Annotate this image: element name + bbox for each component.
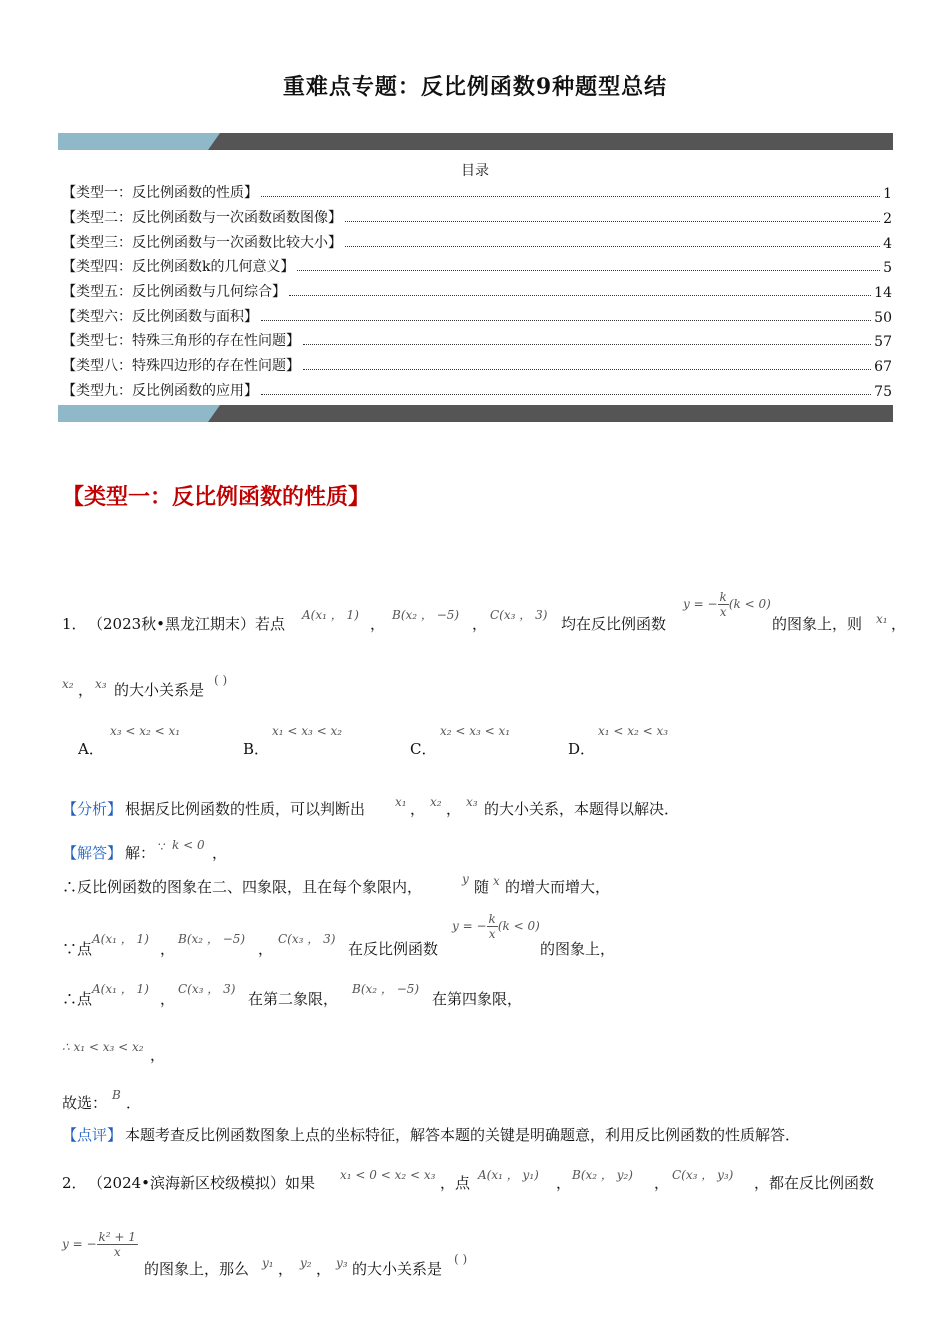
- review-tag: 【点评】: [62, 1126, 123, 1144]
- toc-item[interactable]: 【类型一：反比例函数的性质】 1: [62, 185, 892, 202]
- answer-line5: ∴ x₁ < x₃ < x₂: [62, 1040, 144, 1054]
- option-d-label[interactable]: D．: [568, 740, 596, 758]
- q1-source: （2023秋•黑龙江期末）若点: [88, 615, 286, 633]
- option-d-expr: x₁ < x₂ < x₃: [598, 724, 669, 738]
- q1-x2: x₂: [62, 677, 74, 691]
- answer-x: x: [493, 874, 500, 888]
- q2-sep: ，: [556, 1174, 572, 1192]
- q2-y1: y₁: [262, 1256, 274, 1270]
- q2-point-b: B(x₂ ， y₂): [572, 1168, 633, 1182]
- option-b-expr: x₁ < x₃ < x₂: [272, 724, 343, 738]
- toc-item[interactable]: 【类型二：反比例函数与一次函数函数图像】 2: [62, 210, 892, 227]
- q2-point-a: A(x₁ ， y₁): [478, 1168, 539, 1182]
- analysis-x3: x₃: [466, 795, 478, 809]
- q2-point-c: C(x₃ ， y₃): [672, 1168, 734, 1182]
- answer-line3a: ∵点: [62, 940, 93, 958]
- q2-source: （2024•滨海新区校级模拟）如果: [88, 1174, 316, 1192]
- q2-line2: 的图象上，那么: [144, 1260, 250, 1278]
- toc-item[interactable]: 【类型九：反比例函数的应用】 75: [62, 383, 892, 400]
- q1-sep: ，: [370, 615, 386, 633]
- toc-heading: 目录: [461, 163, 489, 179]
- analysis-comma: ，: [446, 800, 462, 818]
- option-c-expr: x₂ < x₃ < x₁: [440, 724, 511, 738]
- q2-comma: ，: [316, 1260, 332, 1278]
- answer-because: ∵: [158, 840, 166, 854]
- toc-item[interactable]: 【类型五：反比例函数与几何综合】 14: [62, 284, 892, 301]
- q1-answer-paren: ( ): [214, 673, 228, 687]
- option-a-expr: x₃ < x₂ < x₁: [110, 724, 181, 738]
- answer-line4a: ∴点: [62, 990, 93, 1008]
- choice-lead: 故选：: [62, 1094, 108, 1112]
- q2-sep: ，: [654, 1174, 670, 1192]
- analysis-tag: 【分析】: [62, 800, 123, 818]
- answer-point-c: C(x₃ ， 3): [278, 932, 336, 946]
- answer-sep: ，: [160, 990, 176, 1008]
- q2-y2: y₂: [300, 1256, 312, 1270]
- answer-sep: ，: [258, 940, 274, 958]
- answer-function: y = − $\frac{k}{x}$ (k < 0): [452, 912, 540, 941]
- q1-comma: ，: [78, 681, 94, 699]
- option-c-label[interactable]: C．: [410, 740, 437, 758]
- toc-item[interactable]: 【类型七：特殊三角形的存在性问题】 57: [62, 333, 892, 350]
- analysis-text: 根据反比例函数的性质，可以判断出: [125, 800, 366, 818]
- analysis-comma: ，: [410, 800, 426, 818]
- q2-y3: y₃: [336, 1256, 348, 1270]
- q1-after: 的图象上，则: [772, 615, 863, 633]
- q2-mid: ，点: [440, 1174, 471, 1192]
- q1-point-b: B(x₂ ， −5): [392, 608, 460, 622]
- q2-number: 2．: [62, 1174, 87, 1192]
- answer-y: y: [462, 872, 469, 886]
- header-band-bottom: [58, 405, 893, 422]
- answer-sep: ，: [160, 940, 176, 958]
- q2-function: y = − $\frac{\text{k² + 1}}{x}$: [62, 1230, 136, 1259]
- q1-number: 1．: [62, 615, 87, 633]
- choice-period: ．: [126, 1094, 142, 1112]
- q1-sep: ，: [472, 615, 488, 633]
- answer-point-a: A(x₁ ， 1): [92, 932, 149, 946]
- answer-line4b: 在第二象限，: [248, 990, 339, 1008]
- answer-line3b: 在反比例函数: [348, 940, 439, 958]
- q2-tail: 的大小关系是: [352, 1260, 443, 1278]
- answer-point-a: A(x₁ ， 1): [92, 982, 149, 996]
- analysis-tail: 的大小关系，本题得以解决．: [484, 800, 680, 818]
- analysis-x2: x₂: [430, 795, 442, 809]
- toc-item[interactable]: 【类型八：特殊四边形的存在性问题】 67: [62, 358, 892, 375]
- toc-item[interactable]: 【类型六：反比例函数与面积】 50: [62, 309, 892, 326]
- q1-x1: x₁: [876, 612, 888, 626]
- toc-item[interactable]: 【类型四：反比例函数k的几何意义】 5: [62, 259, 892, 276]
- q2-answer-paren: ( ): [454, 1252, 468, 1266]
- answer-comma: ，: [212, 844, 228, 862]
- section-heading: 【类型一：反比例函数的性质】: [62, 484, 371, 510]
- q1-point-a: A(x₁ ， 1): [302, 608, 359, 622]
- q1-tail: 的大小关系是: [114, 681, 205, 699]
- answer-k-cond: k < 0: [172, 838, 205, 852]
- answer-comma: ，: [150, 1046, 166, 1064]
- q2-condition: x₁ < 0 < x₂ < x₃: [340, 1168, 436, 1182]
- answer-line2a: ∴反比例函数的图象在二、四象限，且在每个象限内，: [62, 878, 423, 896]
- answer-line4c: 在第四象限，: [432, 990, 523, 1008]
- q1-point-c: C(x₃ ， 3): [490, 608, 548, 622]
- q1-function: y = − $\frac{k}{x}$ (k < 0): [683, 590, 771, 619]
- q1-comma: ，: [891, 615, 907, 633]
- q1-mid: 均在反比例函数: [561, 615, 667, 633]
- option-b-label[interactable]: B．: [243, 740, 270, 758]
- q1-x3: x₃: [95, 677, 107, 691]
- review-text: 本题考查反比例函数图象上点的坐标特征，解答本题的关键是明确题意，利用反比例函数的性质解答．: [125, 1126, 801, 1144]
- answer-point-c: C(x₃ ， 3): [178, 982, 236, 996]
- answer-lead: 解：: [125, 844, 156, 862]
- document-title: 重难点专题：反比例函数9种题型总结: [282, 74, 668, 100]
- q2-after: ，都在反比例函数: [754, 1174, 875, 1192]
- answer-point-b: B(x₂ ， −5): [178, 932, 246, 946]
- answer-line2b: 随: [474, 878, 490, 896]
- q2-comma: ，: [278, 1260, 294, 1278]
- answer-point-b: B(x₂ ， −5): [352, 982, 420, 996]
- toc-item[interactable]: 【类型三：反比例函数与一次函数比较大小】 4: [62, 235, 892, 252]
- answer-line2c: 的增大而增大，: [505, 878, 611, 896]
- header-band-top: [58, 133, 893, 150]
- analysis-x1: x₁: [395, 795, 407, 809]
- option-a-label[interactable]: A．: [78, 740, 104, 758]
- answer-tag: 【解答】: [62, 844, 123, 862]
- choice-value: B: [112, 1088, 121, 1102]
- answer-line3c: 的图象上，: [540, 940, 616, 958]
